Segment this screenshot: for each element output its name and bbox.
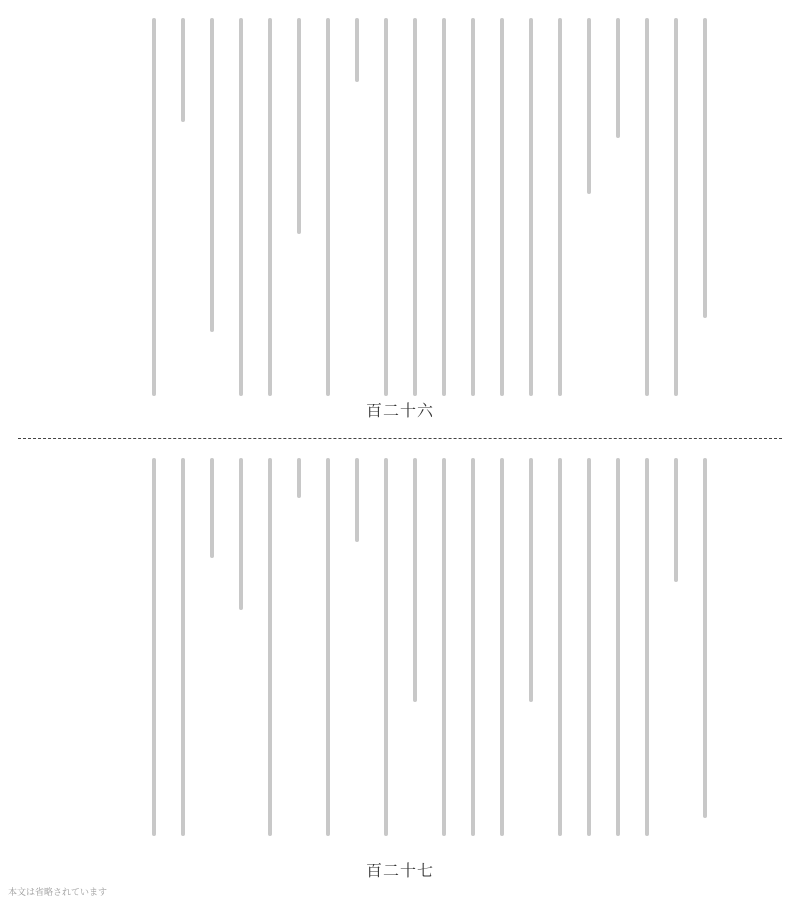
text-column bbox=[402, 18, 428, 396]
omitted-text-placeholder bbox=[587, 18, 591, 194]
page-number: 百二十七 bbox=[365, 861, 434, 880]
omitted-text-placeholder bbox=[442, 18, 446, 396]
text-column bbox=[576, 18, 602, 396]
text-column bbox=[170, 18, 196, 396]
text-column bbox=[373, 18, 399, 396]
text-columns bbox=[141, 18, 718, 396]
omitted-text-placeholder bbox=[239, 18, 243, 396]
text-column bbox=[692, 18, 718, 396]
omitted-text-placeholder bbox=[413, 18, 417, 396]
text-column bbox=[344, 458, 370, 836]
text-column bbox=[373, 458, 399, 836]
text-column bbox=[634, 18, 660, 396]
omitted-text-placeholder bbox=[645, 18, 649, 396]
omitted-text-placeholder bbox=[558, 458, 562, 836]
text-column bbox=[344, 18, 370, 396]
omitted-text-placeholder bbox=[210, 18, 214, 332]
omitted-text-placeholder bbox=[268, 458, 272, 836]
omitted-text-placeholder bbox=[529, 18, 533, 396]
omitted-text-placeholder bbox=[181, 18, 185, 122]
text-column bbox=[431, 458, 457, 836]
page-separator-dashed bbox=[18, 438, 782, 439]
text-column bbox=[170, 458, 196, 836]
text-column bbox=[634, 458, 660, 836]
text-column bbox=[547, 18, 573, 396]
omitted-text-placeholder bbox=[442, 458, 446, 836]
text-column bbox=[489, 18, 515, 396]
omitted-text-placeholder bbox=[384, 18, 388, 396]
omitted-text-placeholder bbox=[268, 18, 272, 396]
text-column bbox=[692, 458, 718, 836]
omitted-text-placeholder bbox=[616, 458, 620, 836]
omitted-text-placeholder bbox=[703, 458, 707, 818]
text-column bbox=[460, 18, 486, 396]
omitted-text-placeholder bbox=[326, 18, 330, 396]
text-column bbox=[605, 458, 631, 836]
omitted-text-placeholder bbox=[384, 458, 388, 836]
page-number: 百二十六 bbox=[365, 401, 434, 420]
omitted-text-placeholder bbox=[152, 18, 156, 396]
omitted-text-placeholder bbox=[674, 18, 678, 396]
omitted-text-placeholder bbox=[471, 458, 475, 836]
text-column bbox=[547, 458, 573, 836]
text-column bbox=[315, 458, 341, 836]
omitted-text-placeholder bbox=[326, 458, 330, 836]
text-column bbox=[286, 18, 312, 396]
omitted-text-placeholder bbox=[703, 18, 707, 318]
omission-note: 本文は省略されています bbox=[8, 888, 108, 898]
omitted-text-placeholder bbox=[616, 18, 620, 138]
omitted-text-placeholder bbox=[239, 458, 243, 610]
text-column bbox=[315, 18, 341, 396]
text-column bbox=[141, 18, 167, 396]
omitted-text-placeholder bbox=[152, 458, 156, 836]
text-column bbox=[286, 458, 312, 836]
omitted-text-placeholder bbox=[355, 458, 359, 542]
omitted-text-placeholder bbox=[645, 458, 649, 836]
omitted-text-placeholder bbox=[181, 458, 185, 836]
omitted-text-placeholder bbox=[558, 18, 562, 396]
page-127 bbox=[0, 440, 800, 900]
page-126 bbox=[0, 0, 800, 435]
omitted-text-placeholder bbox=[355, 18, 359, 82]
omitted-text-placeholder bbox=[500, 18, 504, 396]
omitted-text-placeholder bbox=[674, 458, 678, 582]
text-column bbox=[663, 18, 689, 396]
text-column bbox=[402, 458, 428, 836]
text-column bbox=[228, 18, 254, 396]
omitted-text-placeholder bbox=[297, 18, 301, 234]
text-columns bbox=[141, 458, 718, 836]
text-column bbox=[576, 458, 602, 836]
text-column bbox=[141, 458, 167, 836]
text-column bbox=[518, 458, 544, 836]
omitted-text-placeholder bbox=[210, 458, 214, 558]
text-column bbox=[663, 458, 689, 836]
omitted-text-placeholder bbox=[529, 458, 533, 702]
omitted-text-placeholder bbox=[587, 458, 591, 836]
omitted-text-placeholder bbox=[471, 18, 475, 396]
omitted-text-placeholder bbox=[500, 458, 504, 836]
text-column bbox=[518, 18, 544, 396]
text-column bbox=[199, 18, 225, 396]
omitted-text-placeholder bbox=[297, 458, 301, 498]
text-column bbox=[228, 458, 254, 836]
text-column bbox=[431, 18, 457, 396]
text-column bbox=[257, 458, 283, 836]
text-column bbox=[199, 458, 225, 836]
text-column bbox=[489, 458, 515, 836]
text-column bbox=[460, 458, 486, 836]
text-column bbox=[257, 18, 283, 396]
omitted-text-placeholder bbox=[413, 458, 417, 702]
text-column bbox=[605, 18, 631, 396]
